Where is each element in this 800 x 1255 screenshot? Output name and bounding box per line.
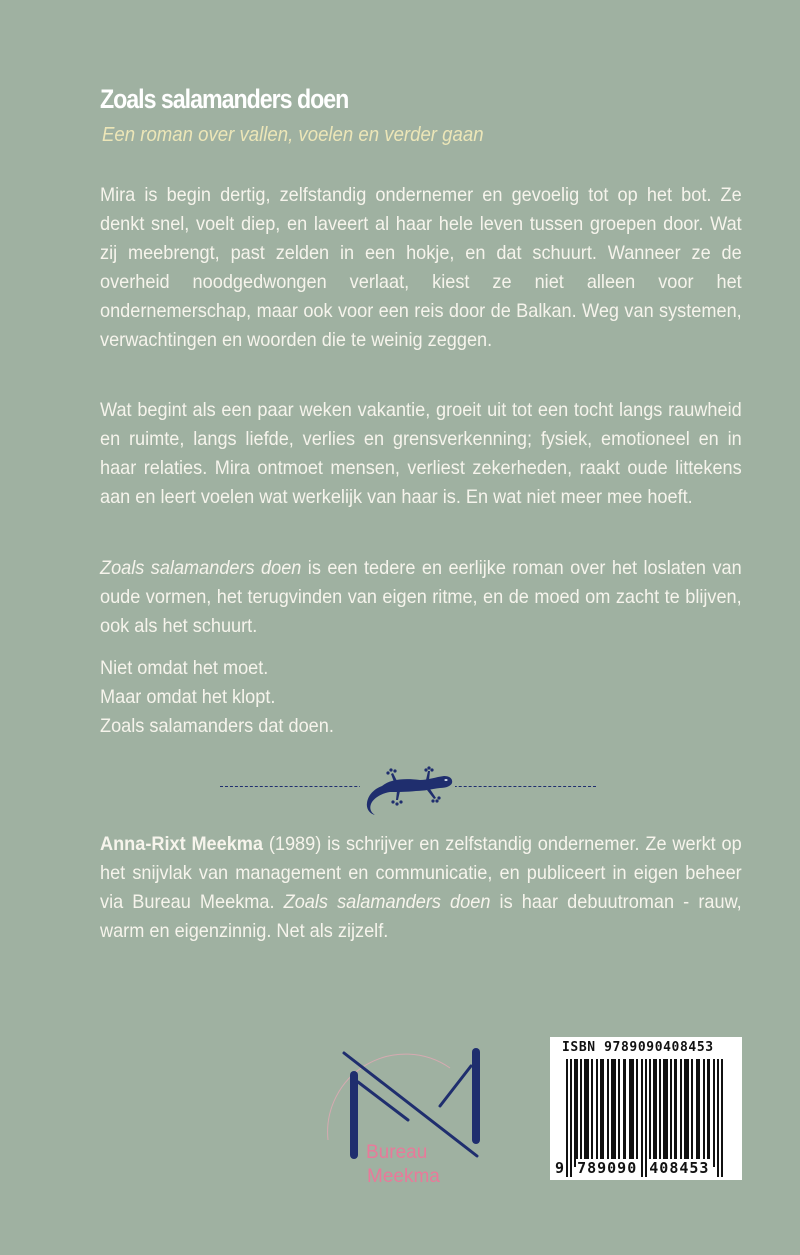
logo-text-bureau: Bureau — [366, 1142, 428, 1163]
closing-lines — [100, 654, 742, 741]
isbn-barcode — [550, 1037, 742, 1180]
book-subtitle: Een roman over vallen, voelen en verder gaan — [102, 124, 484, 146]
isbn-digits-group-1: 789090 — [577, 1159, 638, 1177]
author-bio — [100, 830, 742, 946]
blurb-paragraph-1 — [100, 181, 742, 355]
blurb-paragraph-2 — [100, 396, 742, 512]
blurb-paragraph-3 — [100, 554, 742, 641]
closing-line-1: Niet omdat het moet. — [100, 657, 269, 679]
author-bio-text-2: is haar debuutroman - rauw, warm en eigenzinnig. Net als zijzelf. — [100, 891, 742, 942]
logo-text-meekma: Meekma — [367, 1166, 440, 1187]
closing-line-3: Zoals salamanders dat doen. — [100, 715, 334, 737]
blurb-title-italic: Zoals salamanders doen — [100, 557, 302, 579]
bureau-meekma-logo — [320, 1020, 500, 1190]
author-bio-text-1: (1989) is schrijver en zelfstandig ondernemer. Ze werkt op het snijvlak van management en communicatie, en publiceert in eigen beheer via Bureau Meekma. — [100, 833, 742, 913]
isbn-digits — [554, 1159, 710, 1177]
book-title: Zoals salamanders doen — [100, 84, 349, 114]
author-bio-book-title: Zoals salamanders doen — [283, 891, 491, 913]
author-name: Anna-Rixt Meekma — [100, 833, 264, 855]
blurb-paragraph-2-text: Wat begint als een paar weken vakantie, groeit uit tot een tocht langs rauwheid en ruimte, langs liefde, verlies en grensverkenning; fysiek, emotioneel en in haar relaties. Mira ontmoet mensen, verliest zekerheden, raakt oude littekens aan en leert voelen wat werkelijk van haar is. En wat niet meer mee hoeft. — [100, 399, 742, 508]
blurb-paragraph-3-text: is een tedere en eerlijke roman over het loslaten van oude vormen, het terugvinden van eigen ritme, en de moed om zacht te blijven, ook als het schuurt. — [100, 557, 742, 637]
blurb-paragraph-1-text: Mira is begin dertig, zelfstandig ondernemer en gevoelig tot op het bot. Ze denkt snel, voelt diep, en laveert al haar hele leven tussen groepen door. Wat zij meebrengt, past zelden in een hokje, en dat schuurt. Wanneer ze de overheid noodgedwongen verlaat, kiest ze niet alleen voor het ondernemerschap, maar ook voor een reis door de Balkan. Weg van systemen, verwachtingen en woorden die te weinig zeggen. — [100, 184, 742, 351]
closing-line-2: Maar omdat het klopt. — [100, 686, 276, 708]
salamander-icon — [360, 762, 455, 817]
isbn-digit-first: 9 — [555, 1159, 566, 1177]
isbn-digits-group-2: 408453 — [649, 1159, 710, 1177]
isbn-label: ISBN 9789090408453 — [562, 1040, 714, 1055]
